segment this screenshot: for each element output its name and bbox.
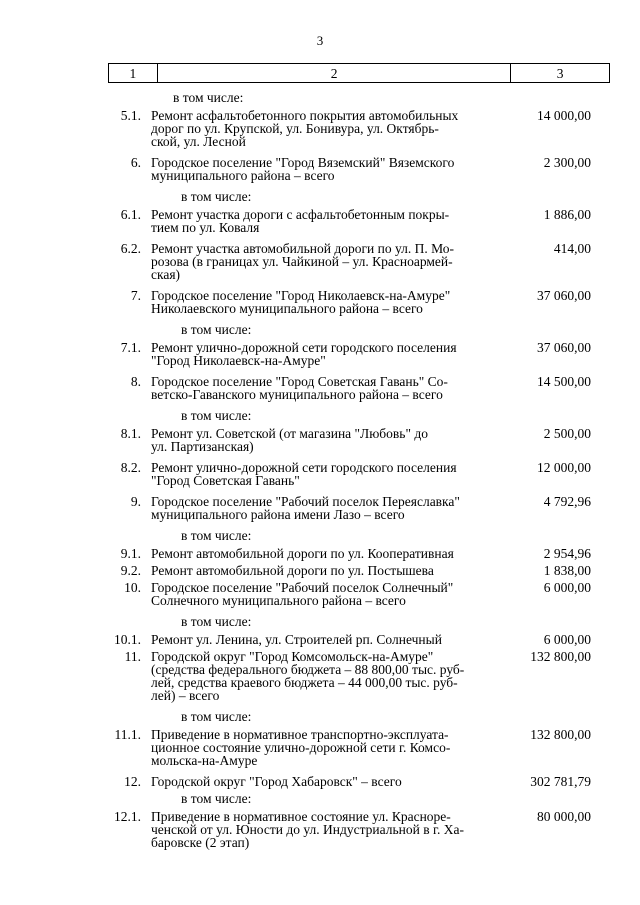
description-line: ветско-Гаванского муниципального района – всего — [151, 387, 443, 402]
table-row — [0, 728, 640, 767]
description-line: Ремонт автомобильной дороги по ул. Постышева — [151, 563, 434, 578]
row-number: 8.1. — [120, 426, 141, 441]
row-amount — [533, 529, 621, 542]
table-row — [0, 775, 640, 788]
description-line: Городское поселение "Город Советская Гавань" Со- — [151, 374, 448, 389]
description-line: ул. Партизанская) — [151, 439, 254, 454]
row-amount: 132 800,00 — [530, 727, 591, 742]
subheading-row — [0, 190, 640, 203]
row-number: 7.1. — [120, 340, 141, 355]
table-row — [0, 633, 640, 646]
description-line: Городское поселение "Город Вяземский" Вяземского — [151, 155, 455, 170]
row-description — [151, 461, 503, 487]
row-number — [0, 190, 151, 203]
row-number — [0, 323, 151, 336]
description-line: Солнечного муниципального района – всего — [151, 593, 406, 608]
description-line: Ремонт улично-дорожной сети городского поселения — [151, 460, 457, 475]
description-line: Приведение в нормативное состояние ул. Красноре- — [151, 809, 451, 824]
table-row — [0, 547, 640, 560]
table-row — [0, 242, 640, 281]
row-amount: 2 300,00 — [543, 155, 591, 170]
row-amount — [525, 91, 613, 104]
description-line: "Город Советская Гавань" — [151, 473, 300, 488]
description-line: Городское поселение "Город Николаевск-на-Амуре" — [151, 288, 451, 303]
row-amount: 14 000,00 — [537, 108, 591, 123]
description-line: Приведение в нормативное транспортно-эксплуата- — [151, 727, 449, 742]
description-line: лей, средства краевого бюджета – 44 000,00 тыс. руб- — [151, 675, 458, 690]
description-line: (средства федерального бюджета – 88 800,00 тыс. руб- — [151, 662, 465, 677]
row-description — [151, 323, 533, 336]
description-line: Городской округ "Город Хабаровск" – всего — [151, 774, 402, 789]
description-line: в том числе: — [181, 791, 252, 806]
table-row — [0, 810, 640, 849]
description-line: Городское поселение "Рабочий поселок Солнечный" — [151, 580, 454, 595]
row-number: 8.2. — [120, 460, 141, 475]
row-description — [151, 208, 503, 234]
subheading-row — [0, 529, 640, 542]
row-description — [151, 650, 503, 702]
row-description — [151, 633, 503, 646]
table-row — [0, 581, 640, 607]
row-description — [151, 91, 525, 104]
description-line: муниципального района – всего — [151, 168, 335, 183]
subheading-row — [0, 710, 640, 723]
row-amount: 302 781,79 — [530, 774, 591, 789]
table-row — [0, 375, 640, 401]
row-description — [151, 810, 503, 849]
description-line: Ремонт участка дороги с асфальтобетонным покры- — [151, 207, 450, 222]
row-description — [151, 495, 503, 521]
row-number: 5.1. — [120, 108, 141, 123]
row-amount: 12 000,00 — [537, 460, 591, 475]
row-amount: 1 886,00 — [543, 207, 591, 222]
row-amount — [533, 409, 621, 422]
row-description — [151, 375, 503, 401]
table-body — [0, 91, 640, 857]
row-number: 11.1. — [114, 727, 141, 742]
row-amount: 6 000,00 — [543, 632, 591, 647]
row-number: 6. — [130, 155, 141, 170]
table-header — [108, 63, 610, 83]
row-amount — [533, 190, 621, 203]
row-number: 9.2. — [120, 563, 141, 578]
description-line: муниципального района имени Лазо – всего — [151, 507, 405, 522]
row-amount — [533, 615, 621, 628]
row-number: 9. — [130, 494, 141, 509]
description-line: Ремонт улично-дорожной сети городского поселения — [151, 340, 457, 355]
table-row — [0, 156, 640, 182]
row-number — [0, 792, 151, 805]
description-line: в том числе: — [181, 189, 252, 204]
row-amount: 80 000,00 — [537, 809, 591, 824]
row-description — [151, 547, 503, 560]
row-amount: 2 500,00 — [543, 426, 591, 441]
row-amount — [533, 323, 621, 336]
description-line: в том числе: — [181, 528, 252, 543]
row-amount: 6 000,00 — [543, 580, 591, 595]
subheading-row — [0, 91, 640, 104]
row-description — [151, 289, 503, 315]
subheading-row — [0, 792, 640, 805]
table-row — [0, 289, 640, 315]
description-line: в том числе: — [181, 322, 252, 337]
description-line: Ремонт ул. Ленина, ул. Строителей рп. Солнечный — [151, 632, 442, 647]
row-amount: 14 500,00 — [537, 374, 591, 389]
description-line: ской, ул. Лесной — [151, 134, 246, 149]
table-row — [0, 461, 640, 487]
subheading-row — [0, 323, 640, 336]
row-number: 12.1. — [114, 809, 141, 824]
table-row — [0, 564, 640, 577]
description-line: лей) – всего — [151, 688, 220, 703]
description-line: Городское поселение "Рабочий поселок Переяславка" — [151, 494, 460, 509]
row-description — [151, 341, 503, 367]
row-number: 7. — [130, 288, 141, 303]
row-description — [151, 710, 533, 723]
row-amount — [533, 710, 621, 723]
row-amount: 37 060,00 — [537, 340, 591, 355]
row-number: 8. — [130, 374, 141, 389]
description-line: Ремонт участка автомобильной дороги по ул. П. Мо- — [151, 241, 455, 256]
row-number: 11. — [124, 649, 141, 664]
row-description — [151, 409, 533, 422]
subheading-row — [0, 409, 640, 422]
description-line: ская) — [151, 267, 181, 282]
description-line: в том числе: — [181, 614, 252, 629]
row-amount: 4 792,96 — [543, 494, 591, 509]
description-line: тием по ул. Коваля — [151, 220, 260, 235]
row-number — [0, 615, 151, 628]
row-amount: 1 838,00 — [543, 563, 591, 578]
row-number — [0, 91, 151, 104]
row-description — [151, 190, 533, 203]
description-line: ционное состояние улично-дорожной сети г. Комсо- — [151, 740, 451, 755]
row-description — [151, 427, 503, 453]
row-amount: 2 954,96 — [543, 546, 591, 561]
description-line: Николаевского муниципального района – всего — [151, 301, 423, 316]
row-description — [151, 529, 533, 542]
description-line: баровске (2 этап) — [151, 835, 250, 850]
description-line: Ремонт ул. Советской (от магазина "Любовь" до — [151, 426, 428, 441]
row-number: 6.1. — [120, 207, 141, 222]
table-row — [0, 109, 640, 148]
description-line: розова (в границах ул. Чайкиной – ул. Красноармей- — [151, 254, 453, 269]
row-number — [0, 710, 151, 723]
description-line: "Город Николаевск-на-Амуре" — [151, 353, 326, 368]
row-description — [151, 242, 503, 281]
row-number — [0, 529, 151, 542]
row-amount: 414,00 — [553, 241, 591, 256]
page-number: 3 — [316, 33, 324, 48]
row-description — [151, 109, 503, 148]
row-description — [151, 615, 533, 628]
description-line: Ремонт автомобильной дороги по ул. Кооперативная — [151, 546, 454, 561]
row-number: 12. — [124, 774, 141, 789]
table-row — [0, 495, 640, 521]
table-row — [0, 427, 640, 453]
description-line: мольска-на-Амуре — [151, 753, 258, 768]
table-row — [0, 341, 640, 367]
row-description — [151, 775, 503, 788]
row-description — [151, 564, 503, 577]
row-number: 10.1. — [114, 632, 141, 647]
table-row — [0, 650, 640, 702]
row-number: 9.1. — [120, 546, 141, 561]
row-description — [151, 581, 503, 607]
row-number — [0, 409, 151, 422]
row-amount: 132 800,00 — [530, 649, 591, 664]
description-line: в том числе: — [181, 709, 252, 724]
row-description — [151, 156, 503, 182]
header-col-1: 1 — [109, 64, 158, 83]
header-col-3: 3 — [511, 64, 610, 83]
row-description — [151, 792, 533, 805]
row-description — [151, 728, 503, 767]
row-amount — [533, 792, 621, 805]
table-row — [0, 208, 640, 234]
row-number: 6.2. — [120, 241, 141, 256]
description-line: Городской округ "Город Комсомольск-на-Амуре" — [151, 649, 434, 664]
description-line: в том числе: — [181, 408, 252, 423]
row-number: 10. — [124, 580, 141, 595]
header-col-2: 2 — [157, 64, 511, 83]
description-line: ченской от ул. Юности до ул. Индустриальной в г. Ха- — [151, 822, 464, 837]
description-line: Ремонт асфальтобетонного покрытия автомобильных — [151, 108, 459, 123]
subheading-row — [0, 615, 640, 628]
description-line: в том числе: — [173, 90, 244, 105]
row-amount: 37 060,00 — [537, 288, 591, 303]
description-line: дорог по ул. Крупской, ул. Бонивура, ул. Октябрь- — [151, 121, 439, 136]
